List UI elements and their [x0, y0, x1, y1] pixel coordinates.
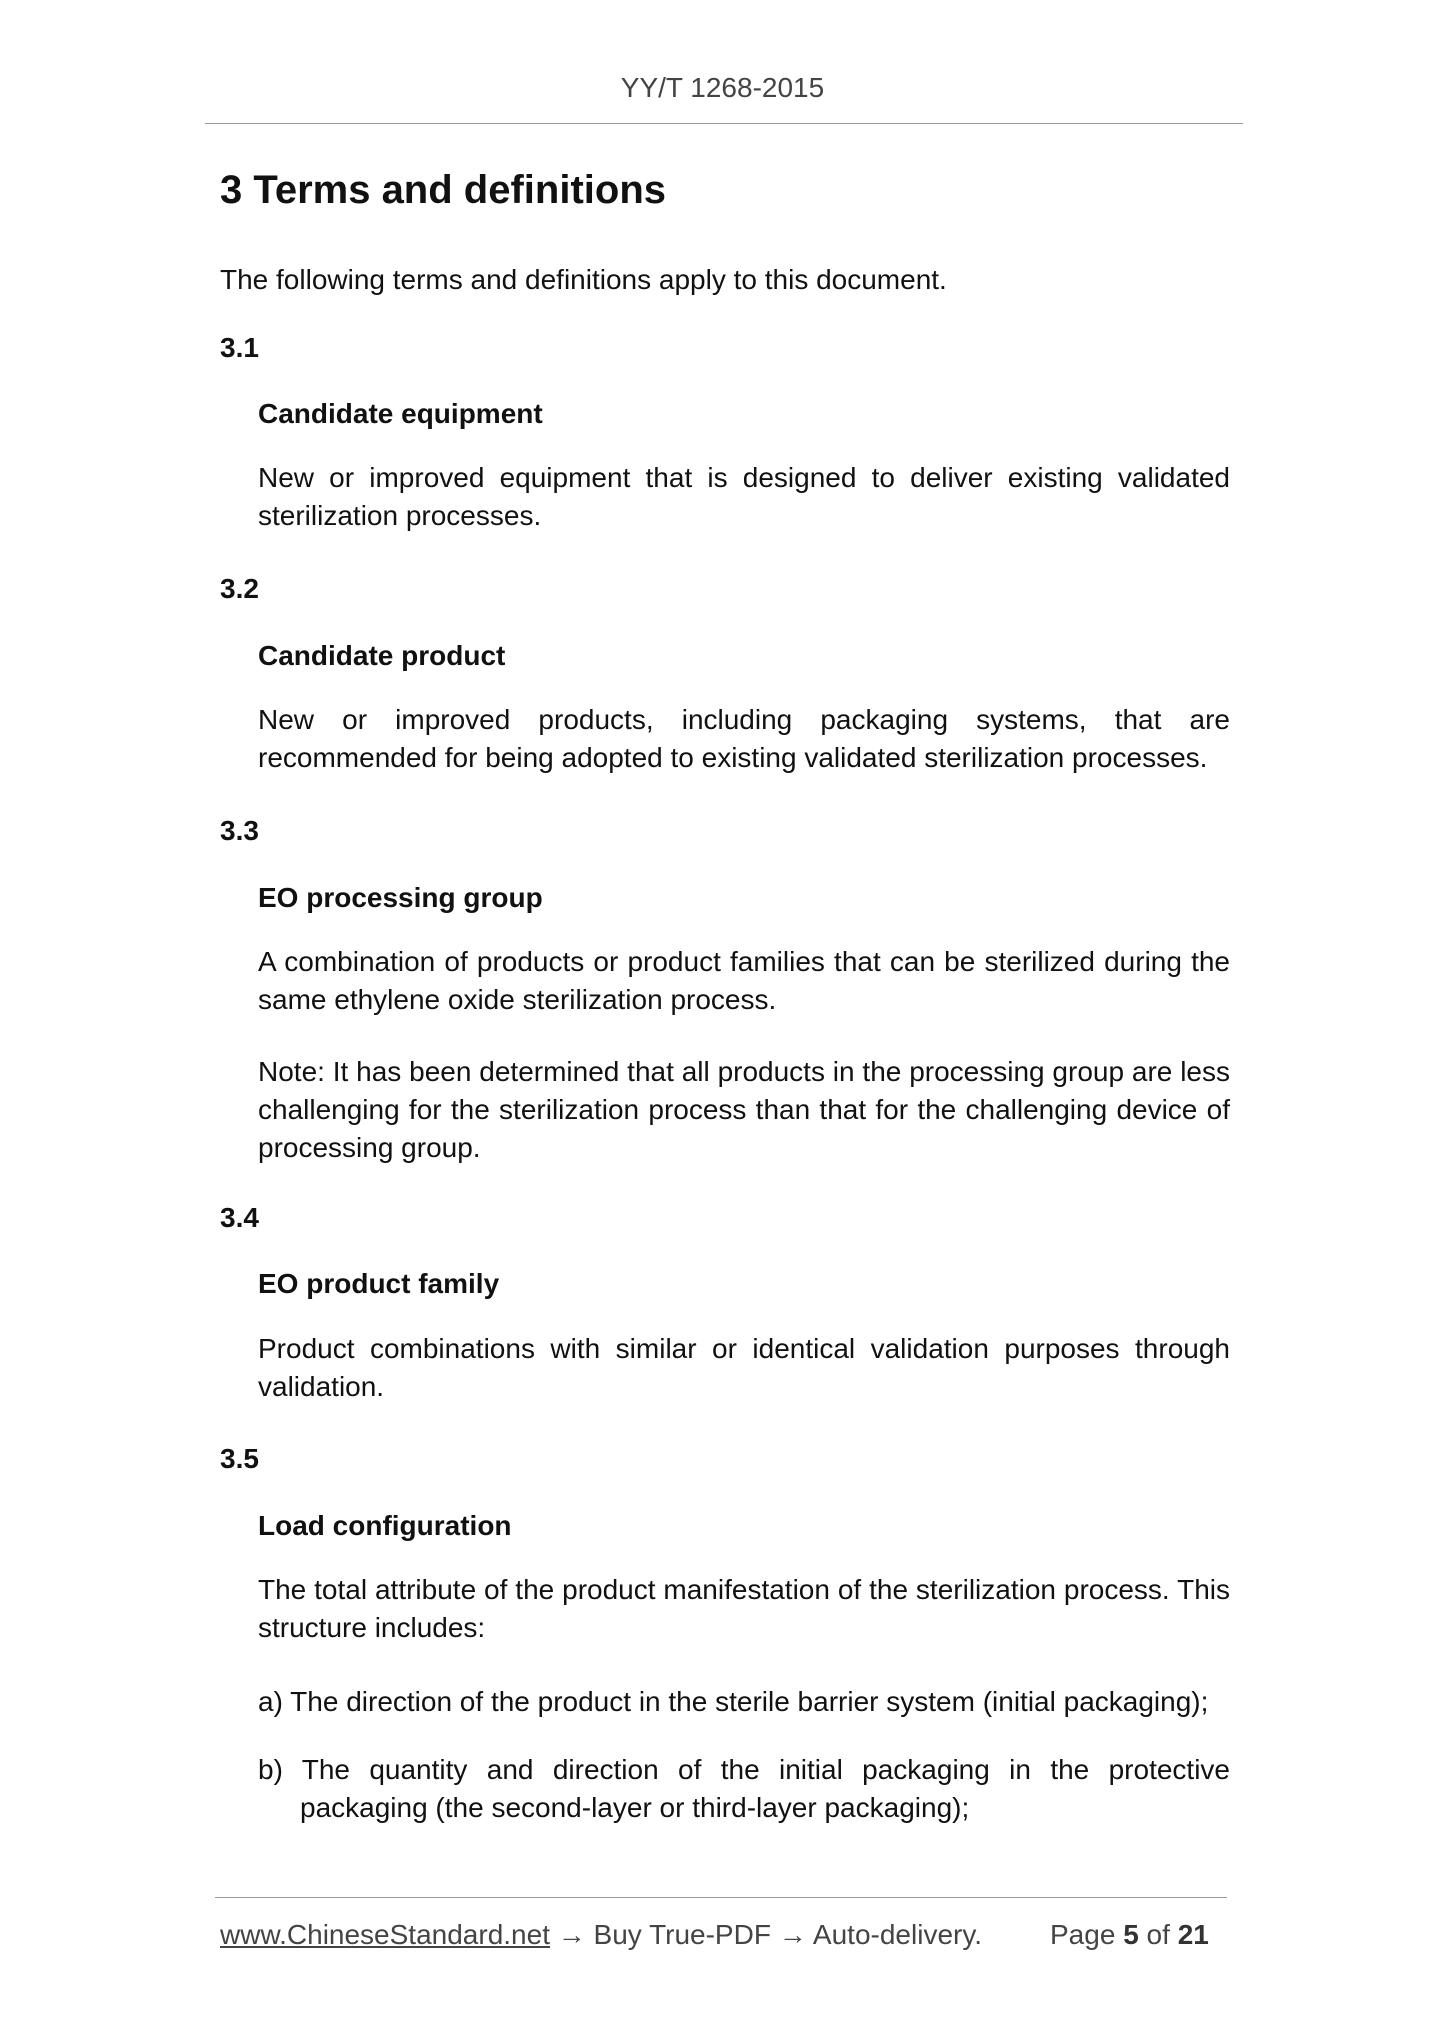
term-heading: Load configuration — [258, 1510, 512, 1541]
website-link[interactable]: www.ChineseStandard.net — [220, 1919, 550, 1950]
section-title: 3 Terms and definitions — [220, 168, 666, 212]
page-label: Page — [1050, 1919, 1116, 1950]
footer-tagline: → Buy True-PDF → Auto-delivery. — [549, 1919, 983, 1950]
term-definition: New or improved products, including packaging systems, that are recommended for being adopted to existing validated sterilization processes. — [258, 704, 1230, 773]
page-indicator — [1050, 1919, 1209, 1951]
term-definition: New or improved equipment that is designed to deliver existing validated sterilization processes. — [258, 462, 1230, 531]
term-number: 3.3 — [220, 815, 259, 846]
term-number: 3.2 — [220, 573, 259, 604]
term-heading: EO processing group — [258, 882, 543, 913]
term-heading: Candidate product — [258, 640, 506, 671]
term-heading: EO product family — [258, 1268, 500, 1299]
term-definition: Product combinations with similar or identical validation purposes through validation. — [258, 1333, 1230, 1402]
term-definition: A combination of products or product families that can be sterilized during the same ethylene oxide sterilization process. — [258, 946, 1230, 1015]
page-total: 21 — [1177, 1919, 1209, 1950]
list-item: a) The direction of the product in the sterile barrier system (initial packaging); — [258, 1686, 1209, 1717]
page-current: 5 — [1123, 1919, 1139, 1950]
term-number: 3.4 — [220, 1202, 259, 1233]
footer-promo — [220, 1919, 982, 1951]
standard-code-header: YY/T 1268-2015 — [620, 72, 825, 103]
term-definition: The total attribute of the product manifestation of the sterilization process. This structure includes: — [258, 1574, 1230, 1643]
term-heading: Candidate equipment — [258, 398, 543, 429]
term-number: 3.1 — [220, 332, 259, 363]
list-item: b) The quantity and direction of the initial packaging in the protective packaging (the second-layer or third-layer packaging); — [258, 1754, 1230, 1823]
section-intro: The following terms and definitions apply to this document. — [220, 264, 947, 295]
term-number: 3.5 — [220, 1443, 259, 1474]
footer-divider — [215, 1897, 1227, 1898]
term-note: Note: It has been determined that all products in the processing group are less challenging for the sterilization process than that for the challenging device of processing group. — [258, 1056, 1230, 1163]
header-divider — [205, 123, 1243, 124]
page-of-label: of — [1146, 1919, 1170, 1950]
